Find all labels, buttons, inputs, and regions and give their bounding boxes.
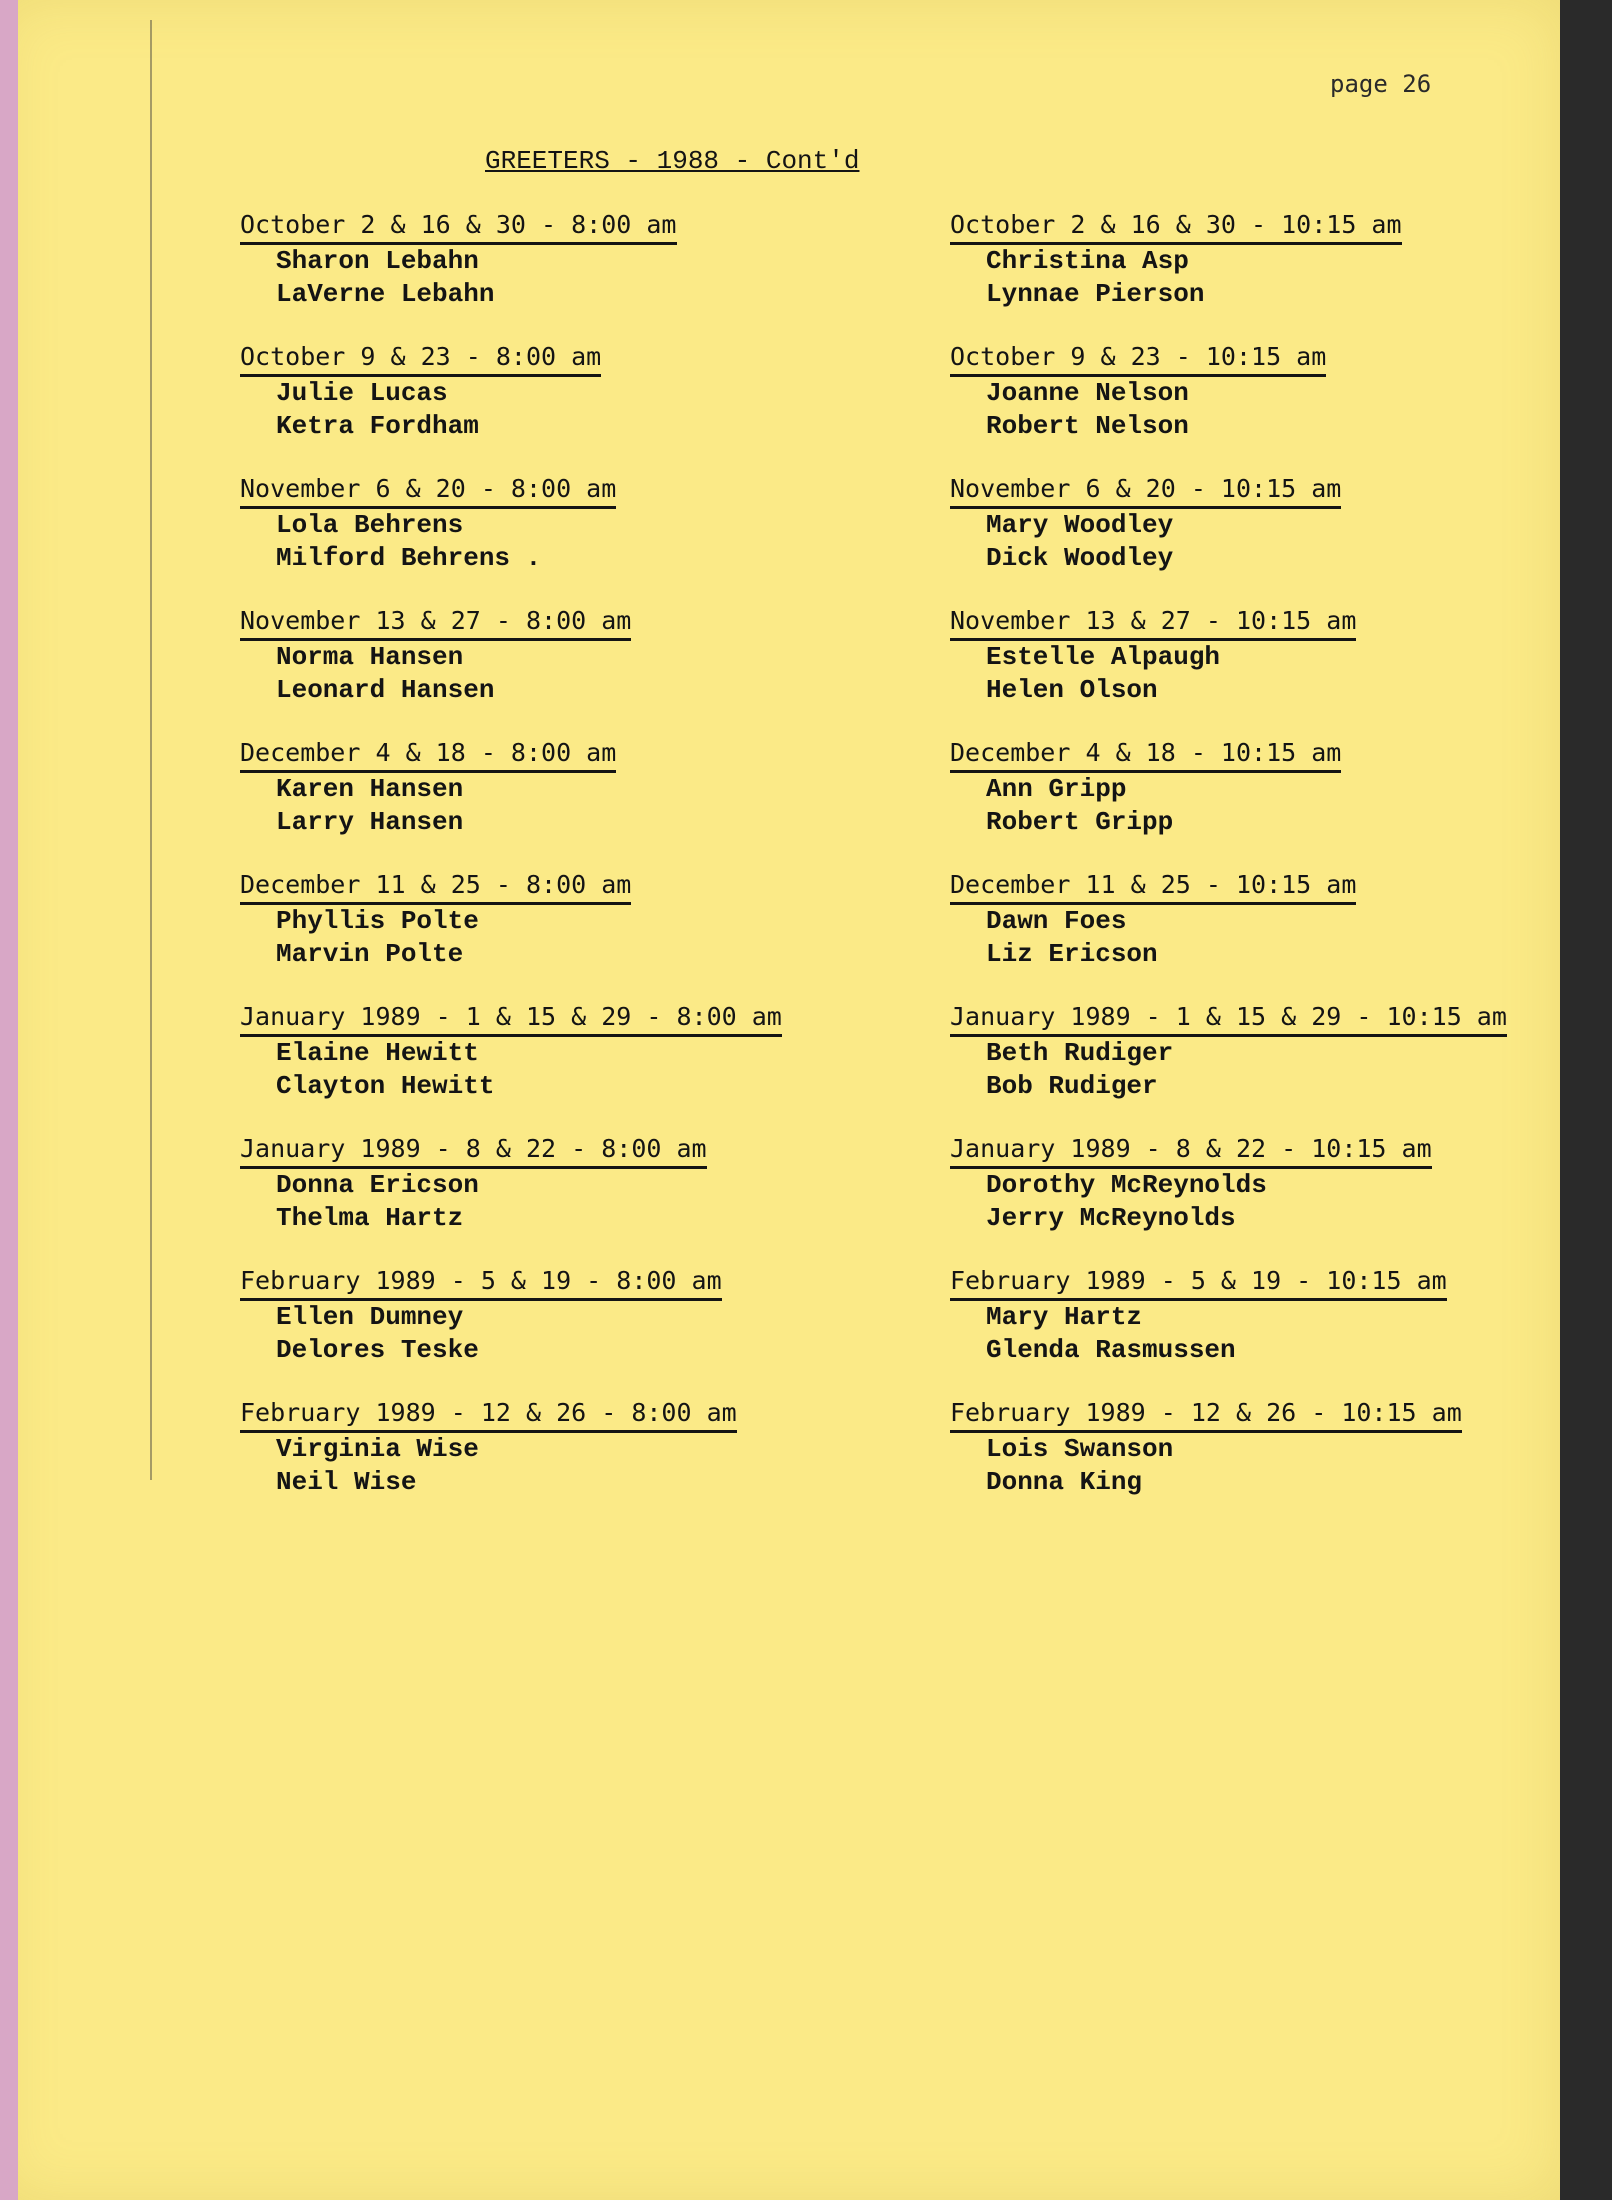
greeter-name: Mary Woodley xyxy=(986,510,1174,540)
schedule-entry xyxy=(950,1266,1612,1398)
schedule-entry xyxy=(240,1002,920,1134)
greeter-name: Lois Swanson xyxy=(986,1434,1174,1464)
schedule-entry xyxy=(240,210,920,342)
greeter-name: LaVerne Lebahn xyxy=(276,279,495,309)
greeter-name: Ketra Fordham xyxy=(276,411,479,441)
schedule-entry xyxy=(240,606,920,738)
schedule-entry xyxy=(240,1134,920,1266)
greeter-name: Julie Lucas xyxy=(276,378,448,408)
entry-heading: February 1989 - 12 & 26 - 8:00 am xyxy=(240,1398,737,1433)
entry-heading: December 4 & 18 - 8:00 am xyxy=(240,738,616,773)
greeter-name: Leonard Hansen xyxy=(276,675,495,705)
entry-heading: November 13 & 27 - 8:00 am xyxy=(240,606,631,641)
right-column-1015am xyxy=(950,210,1612,1530)
entry-heading: February 1989 - 12 & 26 - 10:15 am xyxy=(950,1398,1462,1433)
greeter-name: Helen Olson xyxy=(986,675,1158,705)
schedule-entry xyxy=(240,1266,920,1398)
entry-heading: November 13 & 27 - 10:15 am xyxy=(950,606,1356,641)
greeter-name: Dick Woodley xyxy=(986,543,1174,573)
entry-heading: January 1989 - 8 & 22 - 10:15 am xyxy=(950,1134,1432,1169)
entry-heading: December 11 & 25 - 8:00 am xyxy=(240,870,631,905)
schedule-entry xyxy=(950,870,1612,1002)
binding-line xyxy=(150,20,152,1480)
entry-heading: January 1989 - 1 & 15 & 29 - 8:00 am xyxy=(240,1002,782,1037)
greeter-name: Larry Hansen xyxy=(276,807,464,837)
greeter-name: Dawn Foes xyxy=(986,906,1127,936)
schedule-entry xyxy=(240,474,920,606)
greeter-name: Clayton Hewitt xyxy=(276,1071,495,1101)
greeter-name: Milford Behrens . xyxy=(276,543,542,573)
entry-heading: December 4 & 18 - 10:15 am xyxy=(950,738,1341,773)
greeter-name: Norma Hansen xyxy=(276,642,464,672)
greeter-name: Neil Wise xyxy=(276,1467,417,1497)
greeter-name: Beth Rudiger xyxy=(986,1038,1174,1068)
greeter-name: Virginia Wise xyxy=(276,1434,479,1464)
schedule-entry xyxy=(240,342,920,474)
schedule-entry xyxy=(950,738,1612,870)
schedule-entry xyxy=(950,342,1612,474)
greeter-name: Bob Rudiger xyxy=(986,1071,1158,1101)
schedule-entry xyxy=(950,1002,1612,1134)
greeter-name: Robert Gripp xyxy=(986,807,1174,837)
greeter-name: Glenda Rasmussen xyxy=(986,1335,1236,1365)
greeter-name: Donna King xyxy=(986,1467,1143,1497)
entry-heading: February 1989 - 5 & 19 - 8:00 am xyxy=(240,1266,722,1301)
entry-heading: February 1989 - 5 & 19 - 10:15 am xyxy=(950,1266,1447,1301)
greeter-name: Delores Teske xyxy=(276,1335,479,1365)
greeter-name: Lola Behrens xyxy=(276,510,464,540)
greeter-name: Liz Ericson xyxy=(986,939,1158,969)
entry-heading: October 2 & 16 & 30 - 8:00 am xyxy=(240,210,677,245)
schedule-entry xyxy=(240,1398,920,1530)
schedule-entry xyxy=(240,870,920,1002)
schedule-entry xyxy=(950,606,1612,738)
greeter-name: Christina Asp xyxy=(986,246,1189,276)
greeter-name: Joanne Nelson xyxy=(986,378,1189,408)
greeter-name: Estelle Alpaugh xyxy=(986,642,1221,672)
entry-heading: October 2 & 16 & 30 - 10:15 am xyxy=(950,210,1402,245)
schedule-entry xyxy=(950,210,1612,342)
greeter-name: Phyllis Polte xyxy=(276,906,479,936)
greeter-name: Lynnae Pierson xyxy=(986,279,1205,309)
page-number: page 26 xyxy=(1330,70,1432,98)
greeter-name: Marvin Polte xyxy=(276,939,464,969)
greeter-name: Ellen Dumney xyxy=(276,1302,464,1332)
greeter-name: Robert Nelson xyxy=(986,411,1189,441)
greeter-name: Ann Gripp xyxy=(986,774,1127,804)
greeter-name: Jerry McReynolds xyxy=(986,1203,1236,1233)
entry-heading: October 9 & 23 - 8:00 am xyxy=(240,342,601,377)
entry-heading: January 1989 - 8 & 22 - 8:00 am xyxy=(240,1134,707,1169)
schedule-entry xyxy=(950,474,1612,606)
greeter-name: Karen Hansen xyxy=(276,774,464,804)
schedule-entry xyxy=(950,1398,1612,1530)
entry-heading: October 9 & 23 - 10:15 am xyxy=(950,342,1326,377)
greeter-name: Dorothy McReynolds xyxy=(986,1170,1267,1200)
greeter-name: Donna Ericson xyxy=(276,1170,479,1200)
page-title xyxy=(485,145,859,176)
left-column-8am xyxy=(240,210,920,1530)
entry-heading: November 6 & 20 - 10:15 am xyxy=(950,474,1341,509)
entry-heading: December 11 & 25 - 10:15 am xyxy=(950,870,1356,905)
greeter-name: Elaine Hewitt xyxy=(276,1038,479,1068)
entry-heading: January 1989 - 1 & 15 & 29 - 10:15 am xyxy=(950,1002,1507,1037)
greeter-name: Sharon Lebahn xyxy=(276,246,479,276)
schedule-entry xyxy=(240,738,920,870)
greeter-name: Thelma Hartz xyxy=(276,1203,464,1233)
entry-heading: November 6 & 20 - 8:00 am xyxy=(240,474,616,509)
schedule-entry xyxy=(950,1134,1612,1266)
page-title-text: GREETERS - 1988 - Cont'd xyxy=(485,146,860,176)
greeter-name: Mary Hartz xyxy=(986,1302,1143,1332)
